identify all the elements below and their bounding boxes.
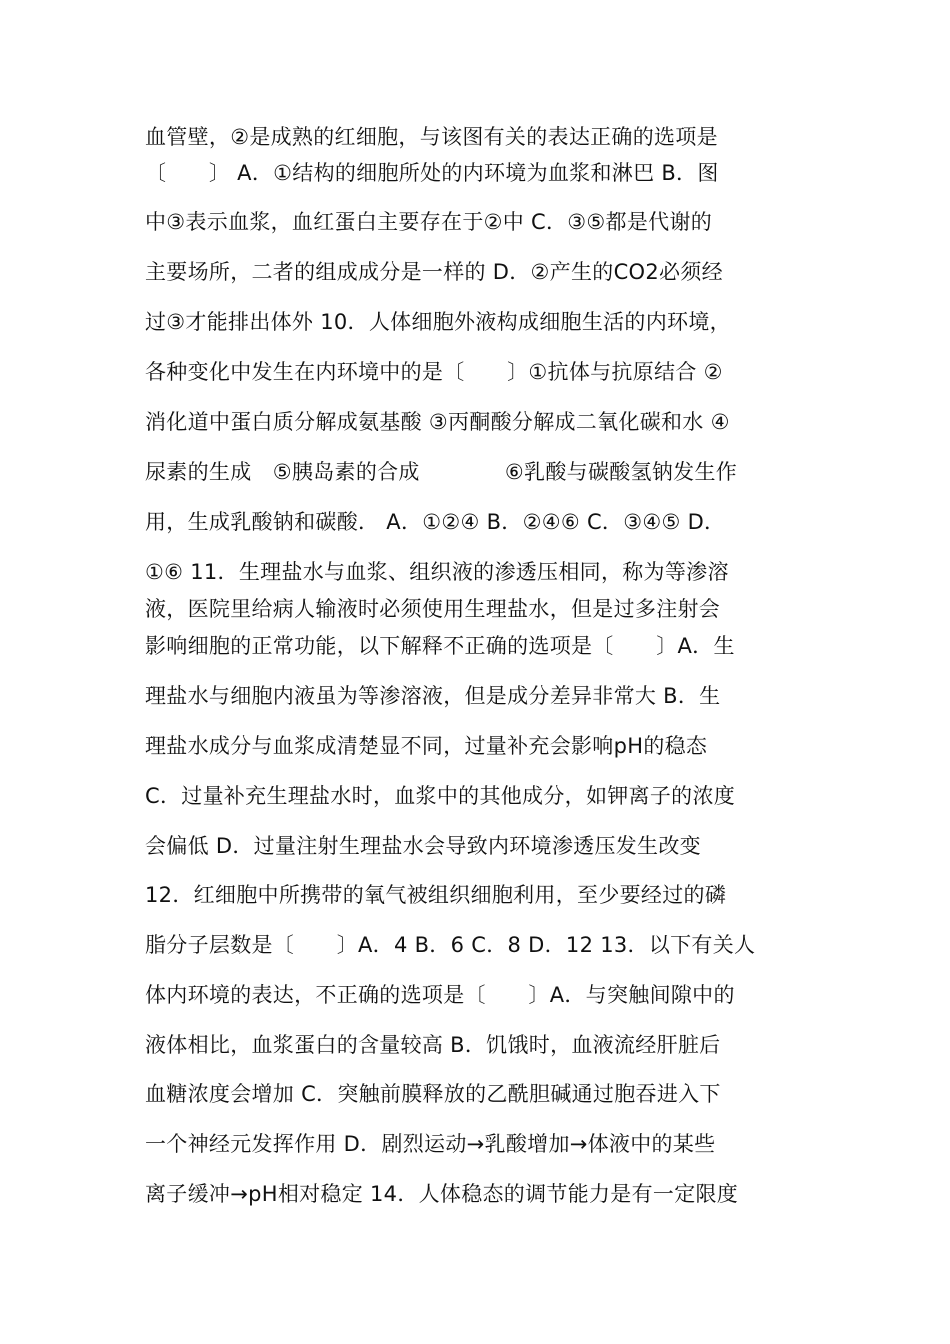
- text-line: 脂分子层数是〔 〕A．4 B．6 C．8 D．12 13．以下有关人: [145, 933, 756, 957]
- text-line: 液，医院里给病人输液时必须使用生理盐水，但是过多注射会: [145, 597, 721, 621]
- text-line: 离子缓冲→pH相对稳定 14．人体稳态的调节能力是有一定限度: [145, 1182, 739, 1206]
- text-line: 一个神经元发挥作用 D．剧烈运动→乳酸增加→体液中的某些: [145, 1132, 716, 1156]
- text-line: 12．红细胞中所携带的氧气被组织细胞利用，至少要经过的磷: [145, 883, 727, 907]
- text-line: 过③才能排出体外 10．人体细胞外液构成细胞生活的内环境，: [145, 310, 731, 334]
- text-line: 体内环境的表达，不正确的选项是〔 〕A．与突触间隙中的: [145, 983, 735, 1007]
- text-line: 理盐水成分与血浆成清楚显不同，过量补充会影响pH的稳态: [145, 734, 708, 758]
- text-line: 尿素的生成 ⑤胰岛素的合成 ⑥乳酸与碳酸氢钠发生作: [145, 460, 738, 484]
- text-line: 中③表示血浆，血红蛋白主要存在于②中 C．③⑤都是代谢的: [145, 210, 713, 234]
- text-line: 理盐水与细胞内液虽为等渗溶液，但是成分差异非常大 B．生: [145, 684, 721, 708]
- text-line: 血管壁，②是成熟的红细胞，与该图有关的表达正确的选项是: [145, 125, 718, 149]
- text-line: 影响细胞的正常功能，以下解释不正确的选项是〔 〕A．生: [145, 634, 735, 658]
- text-line: 血糖浓度会增加 C．突触前膜释放的乙酰胆碱通过胞吞进入下: [145, 1082, 721, 1106]
- text-line: 〔 〕 A．①结构的细胞所处的内环境为血浆和淋巴 B．图: [145, 161, 719, 185]
- text-line: C．过量补充生理盐水时，血浆中的其他成分，如钾离子的浓度: [145, 784, 736, 808]
- text-line: 主要场所，二者的组成成分是一样的 D．②产生的CO2必须经: [145, 260, 723, 284]
- text-line: 各种变化中发生在内环境中的是〔 〕①抗体与抗原结合 ②: [145, 360, 723, 384]
- text-line: ①⑥ 11．生理盐水与血浆、组织液的渗透压相同，称为等渗溶: [145, 560, 729, 584]
- text-line: 用，生成乳酸钠和碳酸． A．①②④ B．②④⑥ C．③④⑤ D．: [145, 510, 726, 534]
- text-line: 消化道中蛋白质分解成氨基酸 ③丙酮酸分解成二氧化碳和水 ④: [145, 410, 730, 434]
- text-line: 会偏低 D．过量注射生理盐水会导致内环境渗透压发生改变: [145, 834, 701, 858]
- text-line: 液体相比，血浆蛋白的含量较高 B．饥饿时，血液流经肝脏后: [145, 1033, 721, 1057]
